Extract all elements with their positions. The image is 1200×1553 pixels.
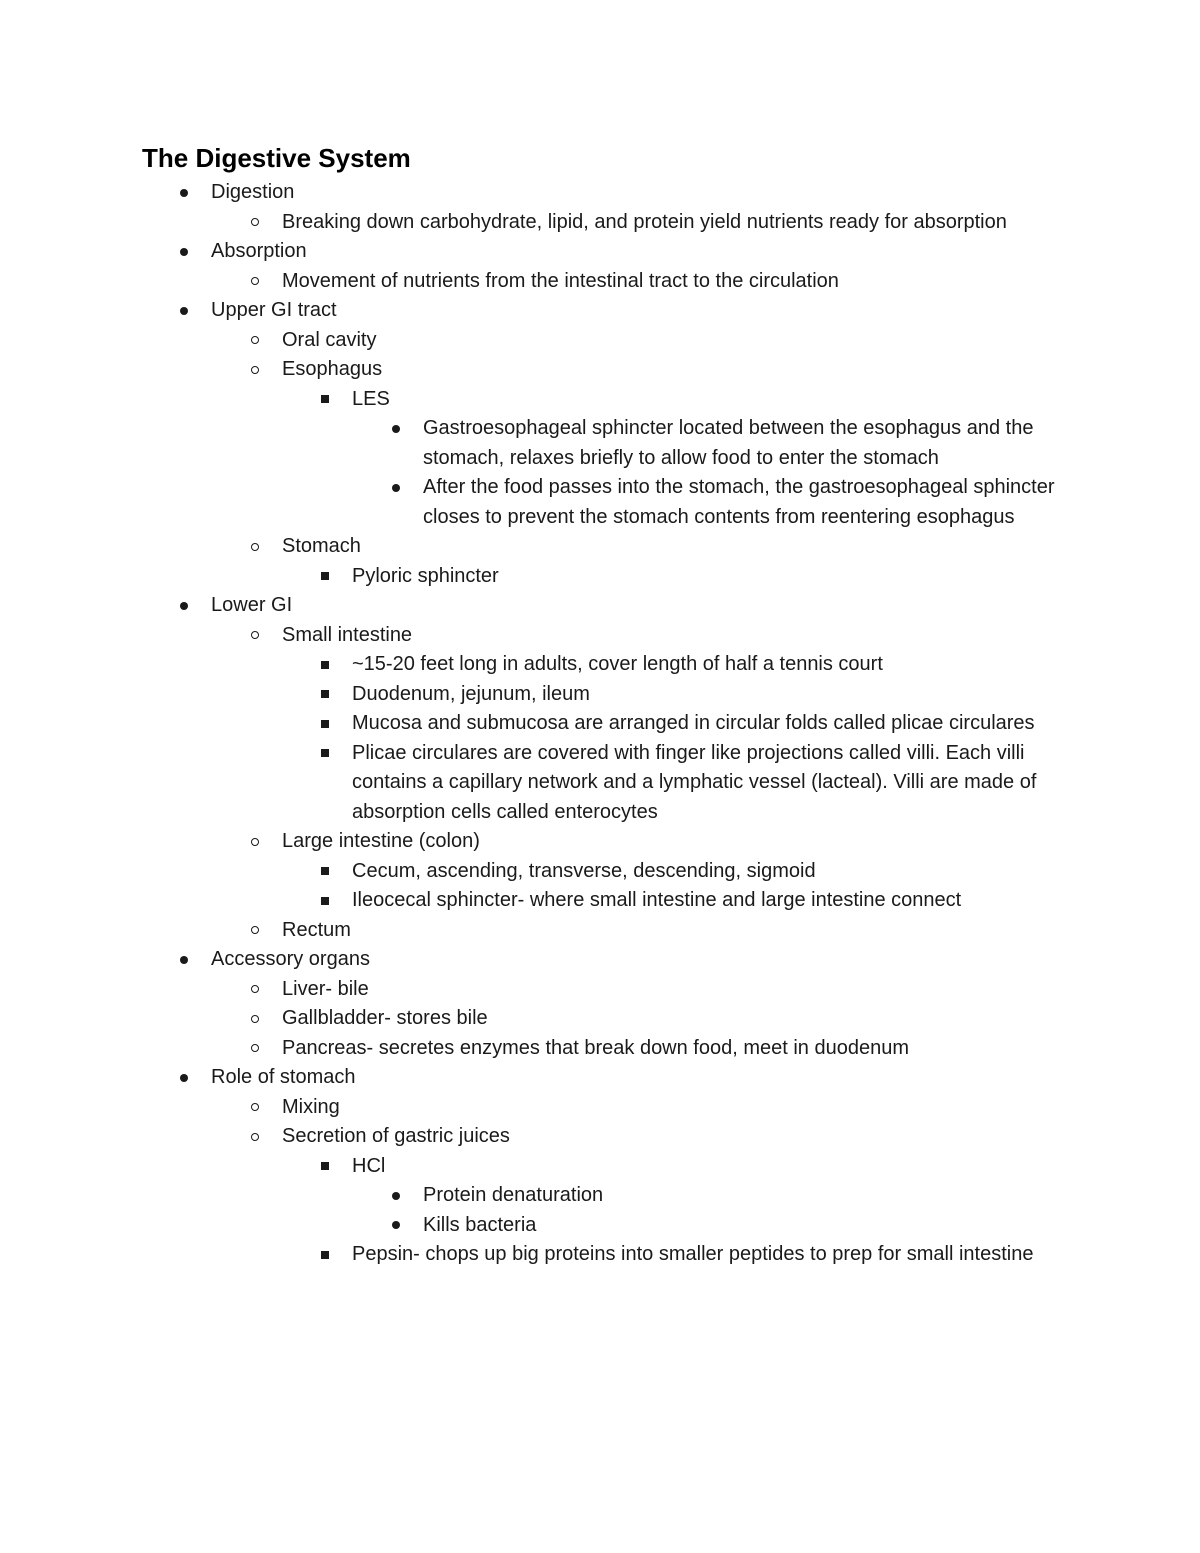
square-bullet-icon — [315, 709, 335, 739]
filled-circle-bullet-icon — [174, 296, 194, 326]
bullet-shape — [392, 484, 400, 492]
filled-circle-bullet-icon — [174, 591, 194, 621]
list-item — [0, 621, 1060, 651]
square-bullet-icon — [315, 385, 335, 415]
list-item-text: Mucosa and submucosa are arranged in circular folds called plicae circulares — [352, 712, 1035, 734]
hollow-circle-bullet-icon — [245, 532, 265, 562]
list-item — [0, 532, 1060, 562]
bullet-shape — [321, 690, 329, 698]
list-item-text: Accessory organs — [211, 948, 370, 970]
list-item-text: Digestion — [211, 181, 295, 203]
list-item — [0, 473, 1060, 532]
hollow-circle-bullet-icon — [245, 1093, 265, 1123]
list-item-text: Large intestine (colon) — [282, 830, 480, 852]
list-item-text: Breaking down carbohydrate, lipid, and protein yield nutrients ready for absorption — [282, 210, 1007, 233]
list-item — [0, 945, 1060, 975]
filled-circle-bullet-icon — [386, 1181, 406, 1211]
list-item — [0, 886, 1060, 916]
list-item-text: ~15-20 feet long in adults, cover length of half a tennis court — [352, 653, 883, 675]
list-item — [0, 355, 1060, 385]
hollow-circle-bullet-icon — [245, 208, 265, 238]
list-item — [0, 208, 1060, 238]
bullet-shape — [251, 336, 259, 344]
list-item — [0, 591, 1060, 621]
bullet-shape — [321, 661, 329, 669]
bullet-shape — [321, 1251, 329, 1259]
list-item — [0, 1240, 1060, 1270]
list-item-text: LES — [352, 387, 390, 410]
bullet-shape — [180, 602, 188, 610]
hollow-circle-bullet-icon — [245, 827, 265, 857]
bullet-shape — [251, 631, 259, 639]
list-item — [0, 827, 1060, 857]
bullet-shape — [392, 1221, 400, 1229]
bullet-shape — [321, 720, 329, 728]
bullet-shape — [180, 248, 188, 256]
bullet-shape — [321, 1162, 329, 1170]
hollow-circle-bullet-icon — [245, 1034, 265, 1064]
bullet-shape — [251, 543, 259, 551]
filled-circle-bullet-icon — [386, 414, 406, 444]
list-item-text: Oral cavity — [282, 328, 377, 351]
list-item — [0, 709, 1060, 739]
list-item-text: Protein denaturation — [423, 1184, 604, 1206]
hollow-circle-bullet-icon — [245, 621, 265, 651]
list-item — [0, 650, 1060, 680]
list-item-text: Absorption — [211, 240, 307, 262]
list-item — [0, 1093, 1060, 1123]
bullet-shape — [251, 926, 259, 934]
list-item-text: After the food passes into the stomach, the gastroesophageal sphincter closes to prevent the stomach contents from reentering esophagus — [423, 476, 1055, 528]
list-item-text: Mixing — [282, 1095, 340, 1118]
filled-circle-bullet-icon — [174, 1063, 194, 1093]
square-bullet-icon — [315, 1240, 335, 1270]
list-item-text: Pancreas- secretes enzymes that break down food, meet in duodenum — [282, 1036, 910, 1059]
list-item — [0, 857, 1060, 887]
filled-circle-bullet-icon — [174, 178, 194, 208]
hollow-circle-bullet-icon — [245, 1122, 265, 1152]
list-item-text: HCl — [352, 1154, 386, 1177]
filled-circle-bullet-icon — [386, 473, 406, 503]
square-bullet-icon — [315, 739, 335, 769]
list-item-text: Ileocecal sphincter- where small intestine and large intestine connect — [352, 889, 962, 911]
filled-circle-bullet-icon — [174, 945, 194, 975]
list-item — [0, 1181, 1060, 1211]
list-item — [0, 414, 1060, 473]
bullet-shape — [180, 189, 188, 197]
hollow-circle-bullet-icon — [245, 916, 265, 946]
list-item — [0, 326, 1060, 356]
hollow-circle-bullet-icon — [245, 355, 265, 385]
list-item-text: Secretion of gastric juices — [282, 1125, 510, 1147]
bullet-shape — [251, 277, 259, 285]
filled-circle-bullet-icon — [174, 237, 194, 267]
list-item-text: Gastroesophageal sphincter located between the esophagus and the stomach, relaxes briefly to allow food to enter the stomach — [423, 417, 1034, 469]
list-item — [0, 1211, 1060, 1241]
list-item-text: Pyloric sphincter — [352, 564, 499, 587]
list-item — [0, 739, 1060, 828]
bullet-shape — [321, 897, 329, 905]
bullet-shape — [251, 838, 259, 846]
list-item — [0, 237, 1060, 267]
bullet-shape — [321, 572, 329, 580]
bullet-shape — [251, 218, 259, 226]
bullet-shape — [321, 395, 329, 403]
bullet-shape — [251, 1133, 259, 1141]
filled-circle-bullet-icon — [386, 1211, 406, 1241]
list-item-text: Role of stomach — [211, 1066, 356, 1088]
list-item-text: Upper GI tract — [211, 299, 337, 321]
list-item-text: Movement of nutrients from the intestinal tract to the circulation — [282, 269, 839, 292]
list-item — [0, 296, 1060, 326]
bullet-shape — [392, 425, 400, 433]
list-item-text: Liver- bile — [282, 977, 369, 1000]
list-item-text: Plicae circulares are covered with finger like projections called villi. Each villi contains a capillary network and a lymphatic vessel (lacteal). Villi are made of absorption cells called enterocytes — [352, 741, 1037, 823]
square-bullet-icon — [315, 886, 335, 916]
list-item — [0, 1152, 1060, 1182]
bullet-shape — [180, 956, 188, 964]
hollow-circle-bullet-icon — [245, 326, 265, 356]
list-item-text: Esophagus — [282, 358, 383, 380]
bullet-shape — [251, 1103, 259, 1111]
list-item-text: Lower GI — [211, 594, 293, 616]
list-item — [0, 562, 1060, 592]
list-item — [0, 1004, 1060, 1034]
list-item — [0, 1063, 1060, 1093]
list-item — [0, 916, 1060, 946]
list-item — [0, 1122, 1060, 1152]
square-bullet-icon — [315, 1152, 335, 1182]
list-item — [0, 178, 1060, 208]
bullet-shape — [251, 1044, 259, 1052]
list-item-text: Stomach — [282, 535, 361, 557]
list-item — [0, 1034, 1060, 1064]
list-item-text: Gallbladder- stores bile — [282, 1007, 488, 1029]
bullet-shape — [251, 366, 259, 374]
hollow-circle-bullet-icon — [245, 1004, 265, 1034]
square-bullet-icon — [315, 562, 335, 592]
list-item-text: Small intestine — [282, 623, 413, 646]
hollow-circle-bullet-icon — [245, 267, 265, 297]
list-item — [0, 267, 1060, 297]
list-item-text: Cecum, ascending, transverse, descending, sigmoid — [352, 859, 816, 882]
bullet-shape — [321, 867, 329, 875]
bullet-shape — [392, 1192, 400, 1200]
bullet-shape — [180, 307, 188, 315]
square-bullet-icon — [315, 650, 335, 680]
list-item — [0, 385, 1060, 415]
page-title: The Digestive System — [142, 143, 411, 173]
square-bullet-icon — [315, 680, 335, 710]
list-item-text: Pepsin- chops up big proteins into smaller peptides to prep for small intestine — [352, 1243, 1034, 1265]
bullet-shape — [180, 1074, 188, 1082]
bullet-shape — [321, 749, 329, 757]
list-item-text: Kills bacteria — [423, 1213, 537, 1236]
list-item-text: Duodenum, jejunum, ileum — [352, 682, 590, 705]
square-bullet-icon — [315, 857, 335, 887]
bullet-shape — [251, 1015, 259, 1023]
list-item — [0, 975, 1060, 1005]
list-item — [0, 680, 1060, 710]
bullet-outline — [0, 178, 1200, 1270]
list-item-text: Rectum — [282, 918, 351, 941]
hollow-circle-bullet-icon — [245, 975, 265, 1005]
bullet-shape — [251, 985, 259, 993]
